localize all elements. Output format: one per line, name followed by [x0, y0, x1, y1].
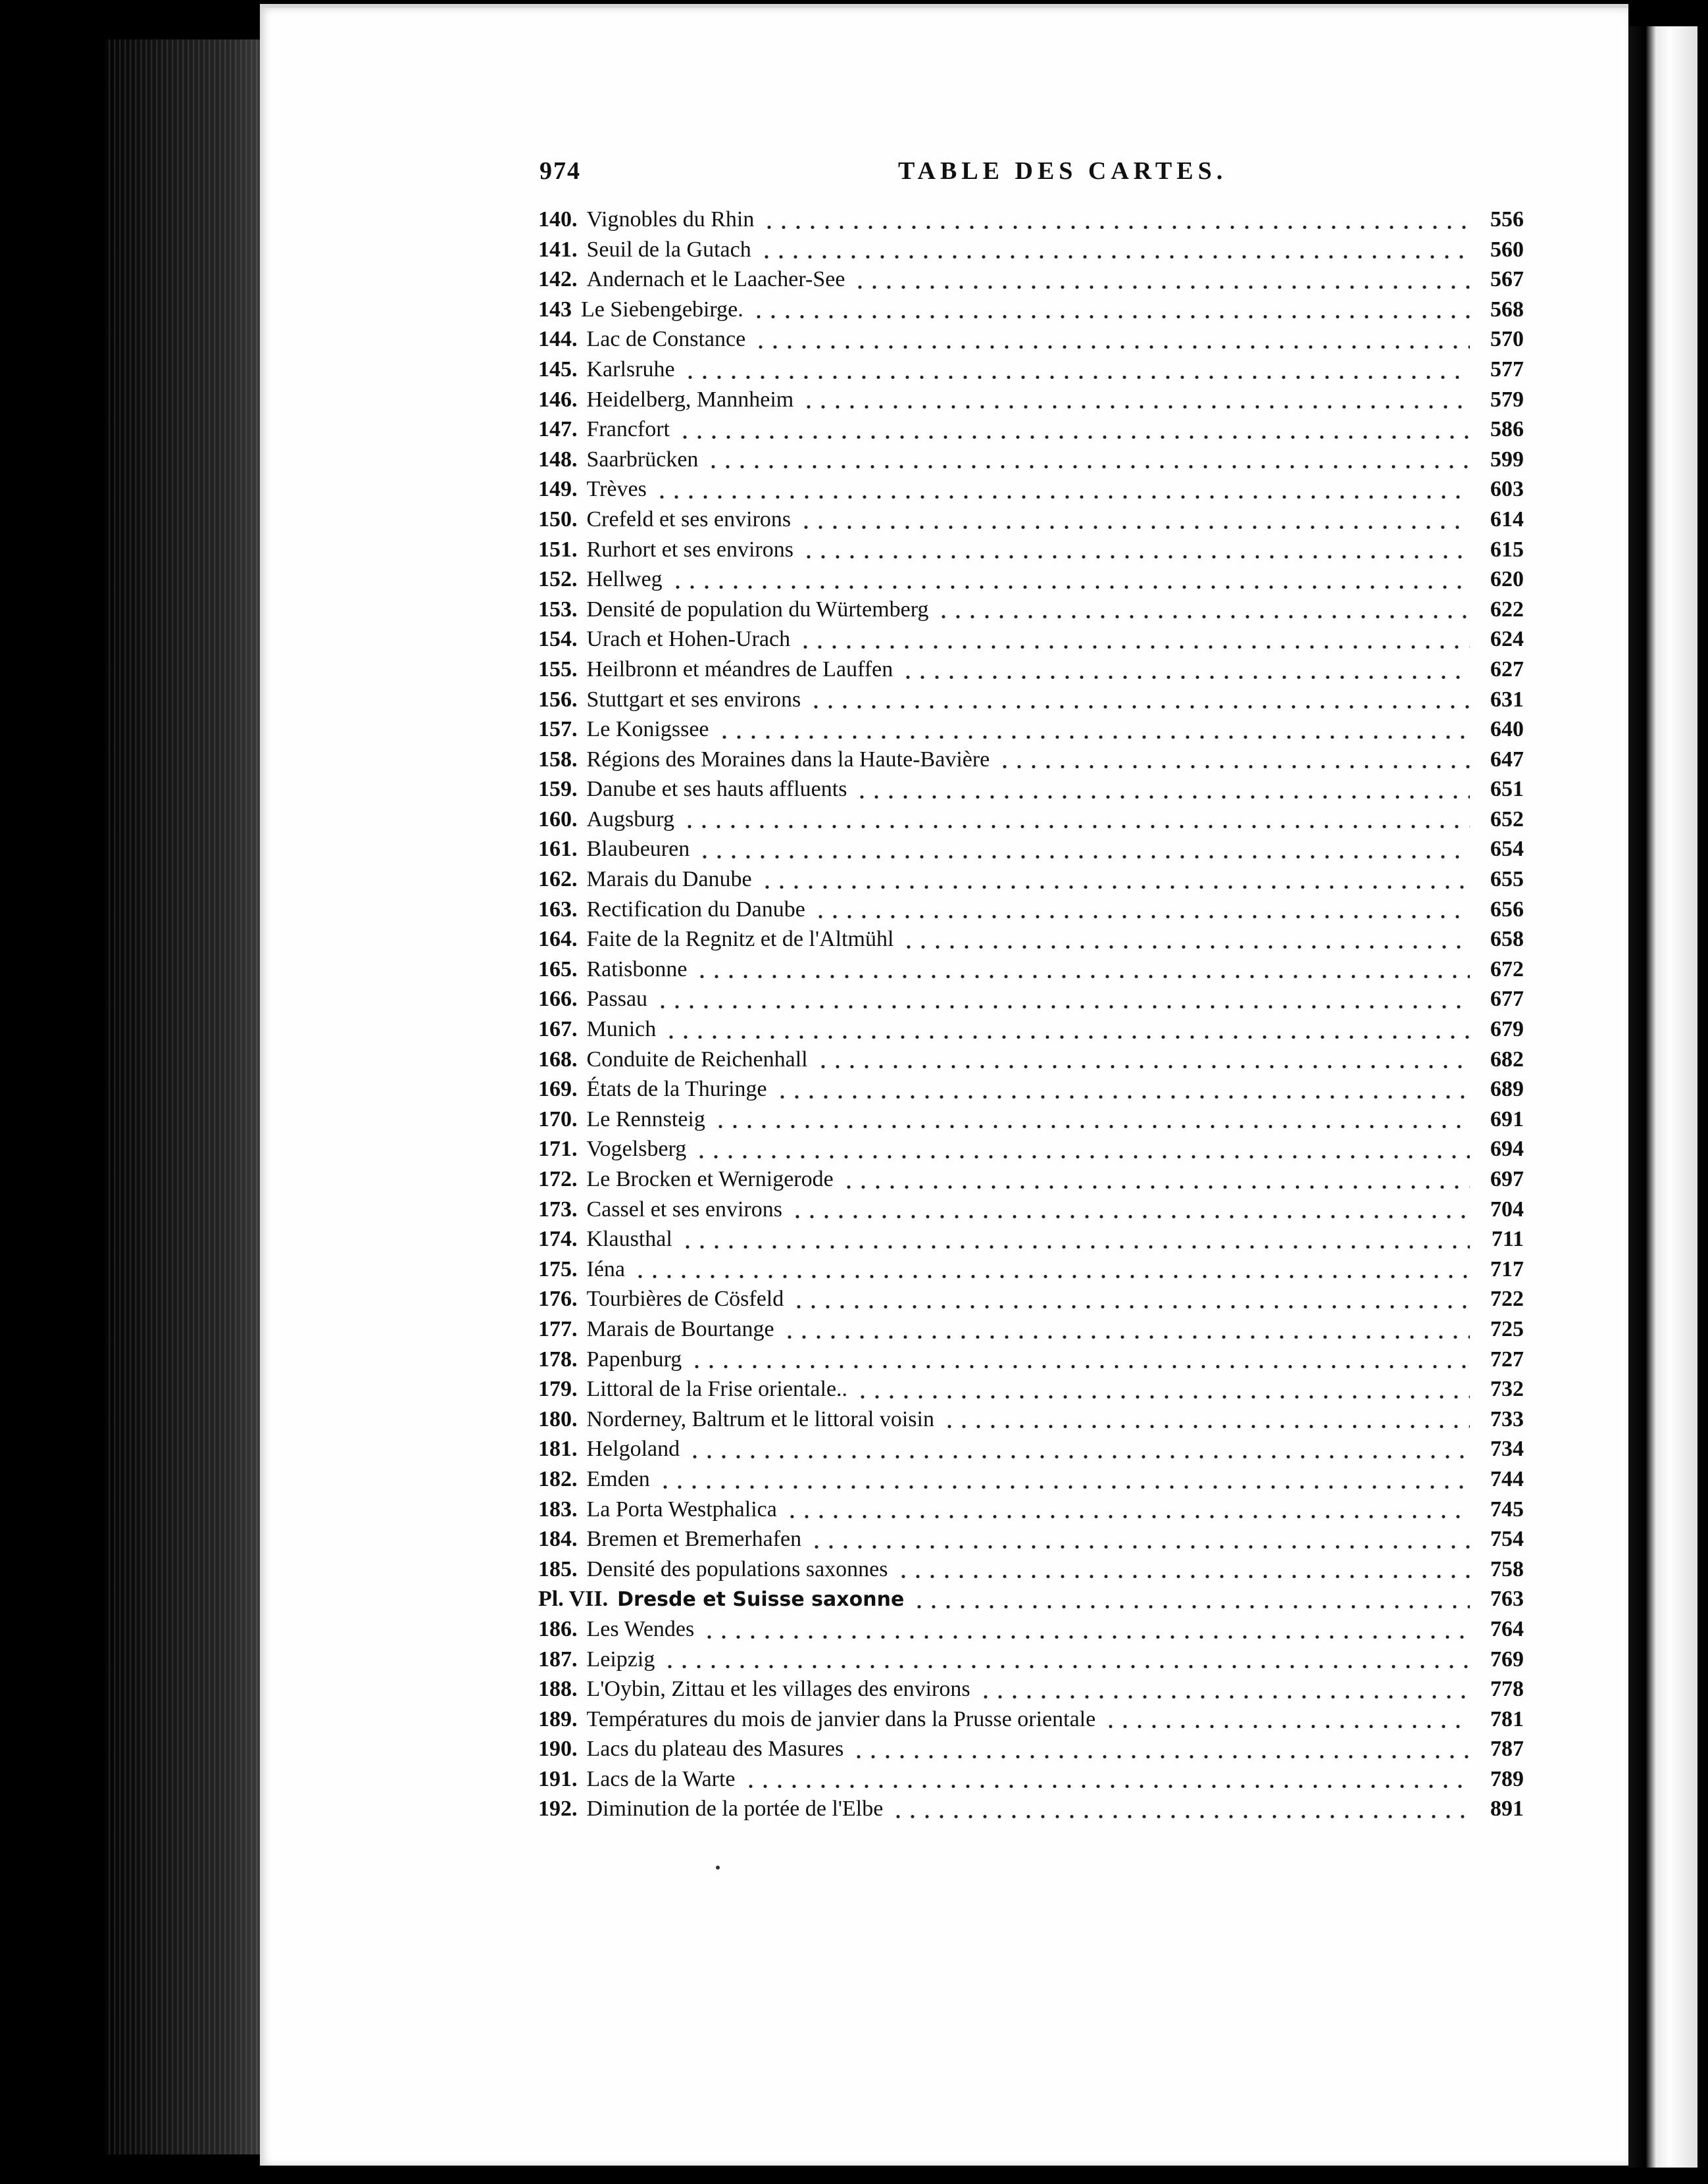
toc-entry-title: Les Wendes	[586, 1616, 695, 1641]
toc-entry-title: Bremen et Bremerhafen	[586, 1527, 802, 1552]
toc-entry-number: 164.	[538, 927, 578, 952]
dot-leader	[751, 314, 1470, 320]
dot-leader	[782, 1334, 1470, 1340]
toc-entry	[538, 1557, 1524, 1587]
toc-entry-number: 186.	[538, 1616, 578, 1641]
toc-entry-number: 148.	[538, 447, 578, 472]
toc-entry	[538, 477, 1524, 507]
toc-entry-title: Iéna	[586, 1256, 626, 1281]
toc-entry-number: 191.	[538, 1766, 578, 1791]
toc-entry	[538, 1737, 1524, 1767]
toc-entry	[538, 1797, 1524, 1827]
dot-leader	[790, 1214, 1470, 1220]
dot-leader	[791, 1304, 1470, 1310]
toc-entry-page: 769	[1490, 1647, 1524, 1672]
toc-entry-page: 622	[1490, 597, 1524, 622]
toc-entry-title: Régions des Moraines dans la Haute-Bavière	[586, 747, 990, 772]
toc-entry-page: 677	[1490, 987, 1524, 1012]
toc-entry-page: 691	[1490, 1106, 1524, 1131]
dot-leader	[702, 1634, 1470, 1640]
toc-entry-page: 672	[1490, 956, 1524, 981]
dot-leader	[743, 1783, 1470, 1789]
table-of-maps	[538, 207, 1524, 1827]
toc-entry-title: Francfort	[586, 417, 670, 442]
toc-entry-page: 758	[1490, 1556, 1524, 1581]
toc-entry-title: Littoral de la Frise orientale..	[586, 1377, 848, 1402]
page-number: 974	[540, 157, 581, 185]
dot-leader	[688, 1454, 1470, 1460]
toc-entry-page: 647	[1490, 747, 1524, 772]
toc-entry-title: Stuttgart et ses environs	[586, 687, 801, 712]
toc-entry	[538, 1677, 1524, 1707]
toc-entry-page: 781	[1490, 1706, 1524, 1731]
toc-entry-page: 717	[1490, 1256, 1524, 1281]
toc-entry-page: 656	[1490, 897, 1524, 922]
toc-entry-number: 159.	[538, 777, 578, 802]
toc-entry-page: 640	[1490, 717, 1524, 742]
toc-entry-number: 140.	[538, 207, 578, 232]
toc-entry-title: Norderney, Baltrum et le littoral voisin	[586, 1406, 934, 1431]
toc-entry-page: 694	[1490, 1137, 1524, 1162]
dot-leader	[801, 554, 1470, 560]
dot-leader	[690, 1364, 1470, 1370]
dot-leader	[853, 284, 1470, 290]
dot-leader	[655, 494, 1470, 500]
toc-entry-title: Rectification du Danube	[586, 897, 805, 922]
toc-entry-title: Densité de population du Würtemberg	[586, 597, 929, 622]
book-page-edges	[105, 39, 266, 2154]
toc-entry-title: Munich	[586, 1017, 657, 1042]
dot-leader	[697, 854, 1470, 860]
toc-entry-number: 182.	[538, 1466, 578, 1491]
dot-leader	[801, 404, 1470, 410]
toc-entry-page: 654	[1490, 837, 1524, 862]
toc-entry	[538, 1377, 1524, 1407]
toc-entry-number: 177.	[538, 1316, 578, 1341]
toc-entry-page: 689	[1490, 1077, 1524, 1102]
toc-entry-number: 147.	[538, 417, 578, 442]
toc-entry-number: 168.	[538, 1047, 578, 1072]
toc-entry-page: 599	[1490, 447, 1524, 472]
toc-entry	[538, 1497, 1524, 1527]
toc-entry	[538, 627, 1524, 657]
toc-entry-page: 568	[1490, 297, 1524, 322]
toc-entry-page: 682	[1490, 1047, 1524, 1072]
toc-entry-number: 171.	[538, 1137, 578, 1162]
toc-entry-number: 169.	[538, 1077, 578, 1102]
toc-entry-title: La Porta Westphalica	[586, 1497, 777, 1522]
toc-entry-number: 175.	[538, 1256, 578, 1281]
toc-entry-title: Hellweg	[586, 567, 663, 592]
toc-entry-page: 577	[1490, 357, 1524, 382]
toc-entry-title: Heidelberg, Mannheim	[586, 387, 794, 412]
toc-entry	[538, 447, 1524, 478]
dot-leader	[680, 1244, 1470, 1250]
toc-entry-page: 658	[1490, 927, 1524, 952]
toc-entry-number: 163.	[538, 897, 578, 922]
dot-leader	[775, 1094, 1470, 1100]
toc-entry-title: États de la Thuringe	[586, 1077, 767, 1102]
toc-entry-title: Saarbrücken	[586, 447, 699, 472]
toc-entry-title: Lacs de la Warte	[586, 1766, 736, 1791]
toc-entry-title: Crefeld et ses environs	[586, 507, 791, 532]
toc-entry-number: 155.	[538, 657, 578, 682]
toc-entry-page: 679	[1490, 1017, 1524, 1042]
toc-entry-page: 570	[1490, 327, 1524, 352]
dot-leader	[816, 1064, 1470, 1070]
toc-entry-page: 711	[1491, 1227, 1524, 1252]
toc-entry	[538, 1467, 1524, 1497]
toc-entry-number: 141.	[538, 237, 578, 262]
toc-entry	[538, 1077, 1524, 1107]
toc-entry-number: 156.	[538, 687, 578, 712]
toc-entry-title: L'Oybin, Zittau et les villages des environs	[586, 1677, 970, 1702]
toc-entry-title: Vignobles du Rhin	[586, 207, 755, 232]
toc-entry-title: Marais du Danube	[586, 867, 752, 892]
dot-leader	[683, 374, 1470, 380]
toc-entry	[538, 1767, 1524, 1797]
toc-entry-title: Marais de Bourtange	[586, 1316, 774, 1341]
toc-entry	[538, 1527, 1524, 1557]
toc-entry	[538, 267, 1524, 297]
toc-entry-page: 627	[1490, 657, 1524, 682]
toc-entry	[538, 687, 1524, 718]
stray-ink-dot	[716, 1866, 720, 1870]
toc-entry	[538, 1347, 1524, 1377]
toc-entry-page: 624	[1490, 627, 1524, 652]
toc-entry-number: 161.	[538, 837, 578, 862]
toc-entry-page: 787	[1490, 1737, 1524, 1762]
toc-entry	[538, 507, 1524, 537]
page-header	[540, 157, 1520, 196]
toc-entry	[538, 1107, 1524, 1137]
toc-entry-number: 180.	[538, 1406, 578, 1431]
toc-entry-page: 586	[1490, 417, 1524, 442]
toc-entry	[538, 777, 1524, 807]
toc-entry	[538, 1287, 1524, 1317]
dot-leader	[936, 614, 1470, 620]
toc-entry-title: Papenburg	[586, 1347, 682, 1372]
toc-entry-number: 154.	[538, 627, 578, 652]
toc-entry-page: 651	[1490, 777, 1524, 802]
toc-entry-number: 165.	[538, 956, 578, 981]
toc-entry-title: Andernach et le Laacher-See	[586, 267, 845, 292]
toc-entry	[538, 1137, 1524, 1167]
toc-entry	[538, 237, 1524, 268]
toc-entry	[538, 1017, 1524, 1047]
dot-leader	[753, 344, 1470, 350]
dot-leader	[717, 734, 1470, 740]
toc-entry-page: 732	[1490, 1377, 1524, 1402]
toc-entry-number: 187.	[538, 1647, 578, 1672]
toc-entry-page: 789	[1490, 1766, 1524, 1791]
toc-entry-page: 733	[1490, 1406, 1524, 1431]
toc-entry-number: 166.	[538, 987, 578, 1012]
toc-entry-number: 142.	[538, 267, 578, 292]
toc-entry-number: 153.	[538, 597, 578, 622]
dot-leader	[695, 974, 1470, 980]
dot-leader	[682, 824, 1470, 830]
toc-entry-number: 149.	[538, 477, 578, 502]
toc-entry	[538, 597, 1524, 628]
toc-entry-number: 179.	[538, 1377, 578, 1402]
dot-leader	[901, 944, 1470, 950]
toc-entry-title: Vogelsberg	[586, 1137, 687, 1162]
dot-leader	[678, 434, 1470, 440]
toc-entry-number: 176.	[538, 1287, 578, 1312]
toc-entry-title: Lac de Constance	[586, 327, 746, 352]
toc-entry-number: 145.	[538, 357, 578, 382]
dot-leader	[809, 1544, 1470, 1550]
toc-entry	[538, 387, 1524, 418]
toc-entry-title: Augsburg	[586, 807, 674, 831]
toc-entry-page: 615	[1490, 537, 1524, 562]
toc-entry-page: 579	[1490, 387, 1524, 412]
dot-leader	[891, 1814, 1470, 1820]
toc-entry-page: 704	[1490, 1197, 1524, 1222]
toc-entry-page: 778	[1490, 1677, 1524, 1702]
toc-entry-title: Karlsruhe	[586, 357, 675, 382]
toc-entry-page: 556	[1490, 207, 1524, 232]
toc-entry-title: Rurhort et ses environs	[586, 537, 793, 562]
toc-entry-number: 192.	[538, 1797, 578, 1822]
toc-entry-number: 174.	[538, 1227, 578, 1252]
toc-entry	[538, 327, 1524, 357]
toc-entry-number: 160.	[538, 807, 578, 831]
dot-leader	[760, 884, 1470, 890]
toc-entry	[538, 747, 1524, 778]
toc-entry-page: 725	[1490, 1316, 1524, 1341]
toc-entry-number: 183.	[538, 1497, 578, 1522]
toc-entry-page: 764	[1490, 1616, 1524, 1641]
toc-entry-page: 727	[1490, 1347, 1524, 1372]
toc-entry-title: Heilbronn et méandres de Lauffen	[586, 657, 893, 682]
toc-entry-title: Ratisbonne	[586, 956, 688, 981]
toc-entry	[538, 357, 1524, 387]
toc-entry-number: 144.	[538, 327, 578, 352]
toc-entry-page: 631	[1490, 687, 1524, 712]
toc-entry-title: Danube et ses hauts affluents	[586, 777, 847, 802]
toc-entry-title: Faite de la Regnitz et de l'Altmühl	[586, 927, 894, 952]
toc-entry	[538, 1167, 1524, 1197]
dot-leader	[762, 224, 1470, 230]
toc-entry-number: 185.	[538, 1556, 578, 1581]
toc-entry-number: 172.	[538, 1167, 578, 1191]
dot-leader	[855, 794, 1470, 800]
dot-leader	[841, 1184, 1470, 1190]
toc-entry-page: 560	[1490, 237, 1524, 262]
dot-leader	[855, 1394, 1470, 1400]
dot-leader	[978, 1694, 1470, 1700]
toc-entry-title: Diminution de la portée de l'Elbe	[586, 1797, 884, 1822]
dot-leader	[912, 1604, 1470, 1610]
toc-entry-page: 614	[1490, 507, 1524, 532]
toc-entry	[538, 417, 1524, 447]
toc-entry-title: Lacs du plateau des Masures	[586, 1737, 844, 1762]
dot-leader	[655, 1004, 1470, 1010]
toc-entry-title: Températures du mois de janvier dans la Prusse orientale	[586, 1706, 1096, 1731]
toc-entry	[538, 867, 1524, 897]
toc-entry-title: Conduite de Reichenhall	[586, 1047, 808, 1072]
toc-entry-page: 891	[1490, 1797, 1524, 1822]
dot-leader	[809, 704, 1470, 710]
toc-entry	[538, 717, 1524, 747]
toc-entry-number: 158.	[538, 747, 578, 772]
toc-entry-number: 167.	[538, 1017, 578, 1042]
toc-entry-number: 188.	[538, 1677, 578, 1702]
dot-leader	[896, 1574, 1470, 1579]
toc-entry	[538, 1617, 1524, 1647]
toc-entry-number: 181.	[538, 1437, 578, 1462]
toc-entry-title: Trèves	[586, 477, 647, 502]
dot-leader	[942, 1424, 1470, 1429]
toc-entry	[538, 1227, 1524, 1257]
dot-leader	[633, 1274, 1470, 1279]
toc-entry-page: 603	[1490, 477, 1524, 502]
toc-entry	[538, 297, 1524, 328]
toc-entry-title: Dresde et Suisse saxonne	[617, 1588, 905, 1612]
toc-entry-title: Cassel et ses environs	[586, 1197, 782, 1222]
toc-entry-number: 143	[538, 297, 572, 322]
toc-entry-title: Le Siebengebirge.	[581, 297, 743, 322]
toc-entry-number: 178.	[538, 1347, 578, 1372]
dot-leader	[713, 1124, 1470, 1129]
toc-entry-page: 722	[1490, 1287, 1524, 1312]
dot-leader	[759, 254, 1470, 260]
toc-entry	[538, 1257, 1524, 1287]
dot-leader	[813, 914, 1470, 920]
toc-entry-number: 190.	[538, 1737, 578, 1762]
toc-entry	[538, 1647, 1524, 1677]
dot-leader	[658, 1484, 1470, 1490]
toc-entry-number: 157.	[538, 717, 578, 742]
toc-entry-page: 744	[1490, 1466, 1524, 1491]
toc-entry	[538, 957, 1524, 987]
toc-entry-title: Tourbières de Cösfeld	[586, 1287, 784, 1312]
toc-entry	[538, 1437, 1524, 1467]
toc-entry-number: 152.	[538, 567, 578, 592]
dot-leader	[901, 674, 1470, 680]
toc-entry-title: Seuil de la Gutach	[586, 237, 751, 262]
toc-entry	[538, 897, 1524, 928]
toc-entry-title: Densité des populations saxonnes	[586, 1556, 888, 1581]
toc-entry	[538, 537, 1524, 568]
toc-entry-title: Le Brocken et Wernigerode	[586, 1167, 834, 1191]
toc-entry	[538, 207, 1524, 237]
toc-entry	[538, 657, 1524, 687]
toc-entry-title: Blaubeuren	[586, 837, 690, 862]
dot-leader	[997, 764, 1470, 770]
toc-entry	[538, 807, 1524, 837]
toc-entry	[538, 1407, 1524, 1437]
dot-leader	[1103, 1724, 1470, 1729]
toc-entry-title: Helgoland	[586, 1437, 680, 1462]
toc-entry-page: 763	[1490, 1587, 1524, 1612]
toc-entry-number: Pl. VII.	[538, 1587, 609, 1612]
toc-entry	[538, 1047, 1524, 1078]
dot-leader	[670, 584, 1470, 590]
toc-entry-page: 745	[1490, 1497, 1524, 1522]
toc-entry-page: 734	[1490, 1437, 1524, 1462]
dot-leader	[851, 1754, 1470, 1760]
toc-entry-number: 150.	[538, 507, 578, 532]
toc-entry-number: 146.	[538, 387, 578, 412]
toc-entry-title: Passau	[586, 987, 648, 1012]
toc-entry-number: 162.	[538, 867, 578, 892]
toc-entry	[538, 1197, 1524, 1228]
dot-leader	[664, 1034, 1470, 1040]
toc-entry-number: 170.	[538, 1106, 578, 1131]
toc-entry-page: 567	[1490, 267, 1524, 292]
dot-leader	[799, 524, 1470, 530]
toc-entry-page: 652	[1490, 807, 1524, 831]
toc-entry	[538, 987, 1524, 1017]
toc-entry-title: Emden	[586, 1466, 650, 1491]
toc-entry-number: 189.	[538, 1706, 578, 1731]
toc-entry-title: Le Konigssee	[586, 717, 709, 742]
toc-entry	[538, 1317, 1524, 1347]
toc-entry	[538, 837, 1524, 867]
dot-leader	[706, 464, 1470, 470]
toc-entry-title: Leipzig	[586, 1647, 655, 1672]
dot-leader	[785, 1514, 1470, 1520]
toc-entry	[538, 1707, 1524, 1737]
toc-entry	[538, 927, 1524, 957]
toc-entry	[538, 567, 1524, 597]
toc-entry-page: 655	[1490, 867, 1524, 892]
toc-entry-number: 151.	[538, 537, 578, 562]
facing-page-edge	[1628, 26, 1697, 2168]
dot-leader	[798, 644, 1470, 650]
toc-entry-page: 697	[1490, 1167, 1524, 1191]
running-title: TABLE DES CARTES.	[898, 157, 1228, 185]
dot-leader	[663, 1664, 1470, 1670]
toc-entry-page: 620	[1490, 567, 1524, 592]
toc-entry-title: Urach et Hohen-Urach	[586, 627, 791, 652]
toc-entry-title: Le Rennsteig	[586, 1106, 705, 1131]
toc-entry-title: Klausthal	[586, 1227, 672, 1252]
toc-entry	[538, 1587, 1524, 1617]
toc-entry-page: 754	[1490, 1527, 1524, 1552]
dot-leader	[694, 1154, 1470, 1160]
toc-entry-number: 173.	[538, 1197, 578, 1222]
toc-entry-number: 184.	[538, 1527, 578, 1552]
